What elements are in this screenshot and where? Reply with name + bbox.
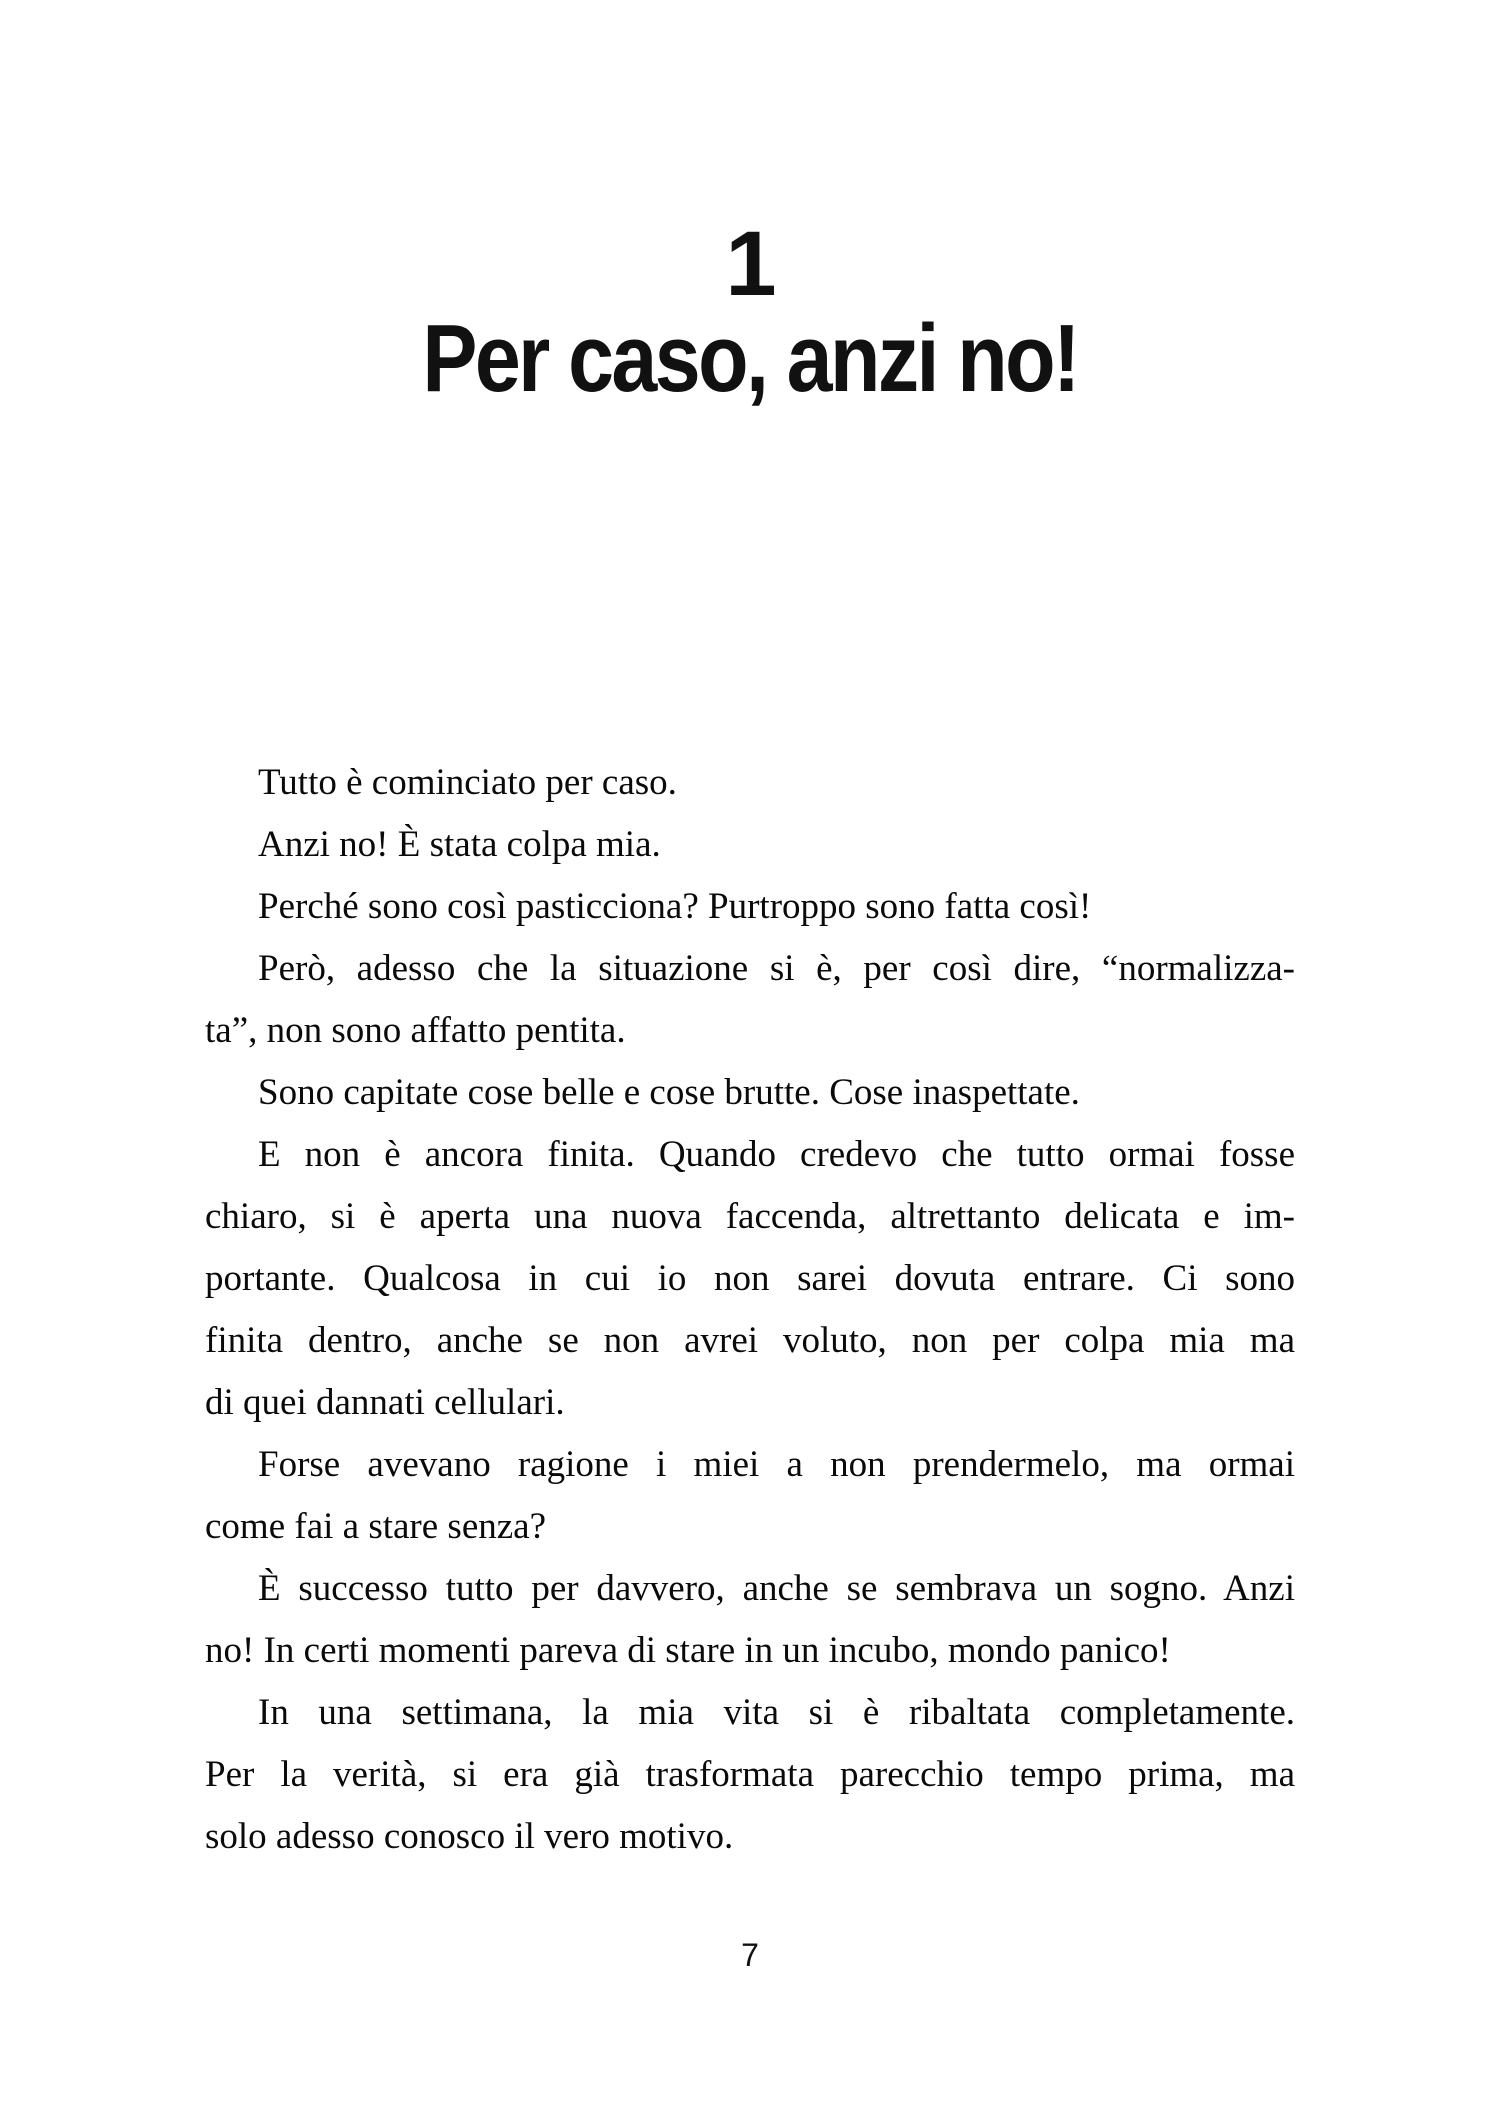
body-line: Tutto è cominciato per caso. bbox=[258, 762, 677, 803]
paragraph bbox=[205, 1434, 1295, 1558]
paragraph bbox=[205, 1682, 1295, 1868]
body-line: solo adesso conosco il vero motivo. bbox=[205, 1816, 734, 1857]
body-line: Però, adesso che la situazione si è, per così dire, “normalizza- bbox=[258, 948, 1295, 989]
paragraph bbox=[205, 876, 1295, 938]
body-line: no! In certi momenti pareva di stare in un incubo, mondo panico! bbox=[205, 1630, 1171, 1671]
body-line: In una settimana, la mia vita si è ribaltata completamente. bbox=[258, 1692, 1295, 1733]
body-line: È successo tutto per davvero, anche se sembrava un sogno. Anzi bbox=[258, 1568, 1295, 1609]
chapter-title-text: Per caso, anzi no! bbox=[422, 305, 1078, 412]
chapter-number: 1 bbox=[725, 213, 775, 315]
body-line: Anzi no! È stata colpa mia. bbox=[258, 824, 661, 865]
paragraph bbox=[205, 814, 1295, 876]
paragraph bbox=[205, 752, 1295, 814]
page-number: 7 bbox=[741, 1937, 759, 1973]
body-line: finita dentro, anche se non avrei voluto, non per colpa mia ma bbox=[205, 1320, 1295, 1361]
body-line: Per la verità, si era già trasformata parecchio tempo prima, ma bbox=[205, 1754, 1295, 1795]
body-line: ta”, non sono affatto pentita. bbox=[205, 1010, 626, 1051]
paragraph bbox=[205, 1124, 1295, 1434]
chapter-title bbox=[0, 306, 1500, 412]
body-line: Perché sono così pasticciona? Purtroppo sono fatta così! bbox=[258, 886, 1092, 927]
body-line: Forse avevano ragione i miei a non prendermelo, ma ormai bbox=[258, 1444, 1295, 1485]
body-line: portante. Qualcosa in cui io non sarei dovuta entrare. Ci sono bbox=[205, 1258, 1295, 1299]
body-line: Sono capitate cose belle e cose brutte. Cose inaspettate. bbox=[258, 1072, 1080, 1113]
body-line: di quei dannati cellulari. bbox=[205, 1382, 565, 1423]
body-line: come fai a stare senza? bbox=[205, 1506, 547, 1547]
body-line: chiaro, si è aperta una nuova faccenda, altrettanto delicata e im- bbox=[205, 1196, 1295, 1237]
body-text bbox=[205, 752, 1295, 1868]
paragraph bbox=[205, 938, 1295, 1062]
paragraph bbox=[205, 1062, 1295, 1124]
body-line: E non è ancora finita. Quando credevo che tutto ormai fosse bbox=[258, 1134, 1295, 1175]
paragraph bbox=[205, 1558, 1295, 1682]
